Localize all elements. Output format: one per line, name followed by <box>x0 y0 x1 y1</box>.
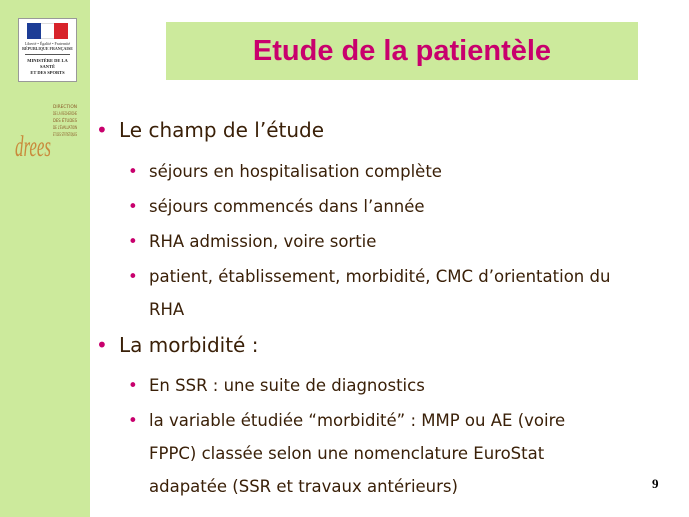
republic-motto: Liberté • Égalité • Fraternité <box>24 41 71 46</box>
slide-title: Etude de la patientèle <box>252 34 552 67</box>
list-item-line: la variable étudiée “morbidité” : MMP ou AE (voire <box>149 411 566 430</box>
drees-side-line: DIRECTION <box>53 104 78 109</box>
ministry-logo <box>18 18 77 82</box>
list-item-line: RHA admission, voire sortie <box>149 232 377 251</box>
list-item-line: patient, établissement, morbidité, CMC d’orientation du <box>149 267 611 286</box>
drees-logo <box>14 98 78 164</box>
logo-divider <box>25 54 70 55</box>
bullet-icon: • <box>128 376 138 395</box>
title-banner <box>166 22 638 80</box>
drees-wordmark: drees <box>15 130 51 163</box>
list-item-line: En SSR : une suite de diagnostics <box>149 376 425 395</box>
ministry-line-2: ET DES SPORTS <box>30 70 65 75</box>
drees-side-line: DE L'ÉVALUATION <box>53 125 77 130</box>
bullet-icon: • <box>128 267 138 286</box>
page-number: 9 <box>652 476 659 491</box>
bullet-icon: • <box>96 333 108 357</box>
list-item-line: séjours en hospitalisation complète <box>149 162 442 181</box>
bullet-icon: • <box>128 232 138 251</box>
section-heading-text: Le champ de l’étude <box>119 118 325 142</box>
bullet-icon: • <box>128 197 138 216</box>
drees-side-line: DE LA RECHERCHE <box>53 111 78 116</box>
ministry-line-1: MINISTÈRE DE LA SANTÉ <box>27 58 68 69</box>
section-heading-text: La morbidité : <box>119 333 259 357</box>
french-flag-icon <box>27 23 68 39</box>
drees-side-line: DES ÉTUDES <box>53 118 78 123</box>
list-item-line: FPPC) classée selon une nomenclature EuroStat <box>149 444 545 463</box>
drees-side-text <box>53 104 77 137</box>
drees-side-line: ET DES STATISTIQUES <box>53 132 78 137</box>
list-item-line: RHA <box>149 300 185 319</box>
bullet-icon: • <box>96 118 108 142</box>
bullet-icon: • <box>128 411 138 430</box>
republic-name: RÉPUBLIQUE FRANÇAISE <box>22 46 73 51</box>
bullet-icon: • <box>128 162 138 181</box>
list-item-line: séjours commencés dans l’année <box>149 197 425 216</box>
ministry-name <box>21 58 74 76</box>
list-item-line: adapatée (SSR et travaux antérieurs) <box>149 477 458 496</box>
